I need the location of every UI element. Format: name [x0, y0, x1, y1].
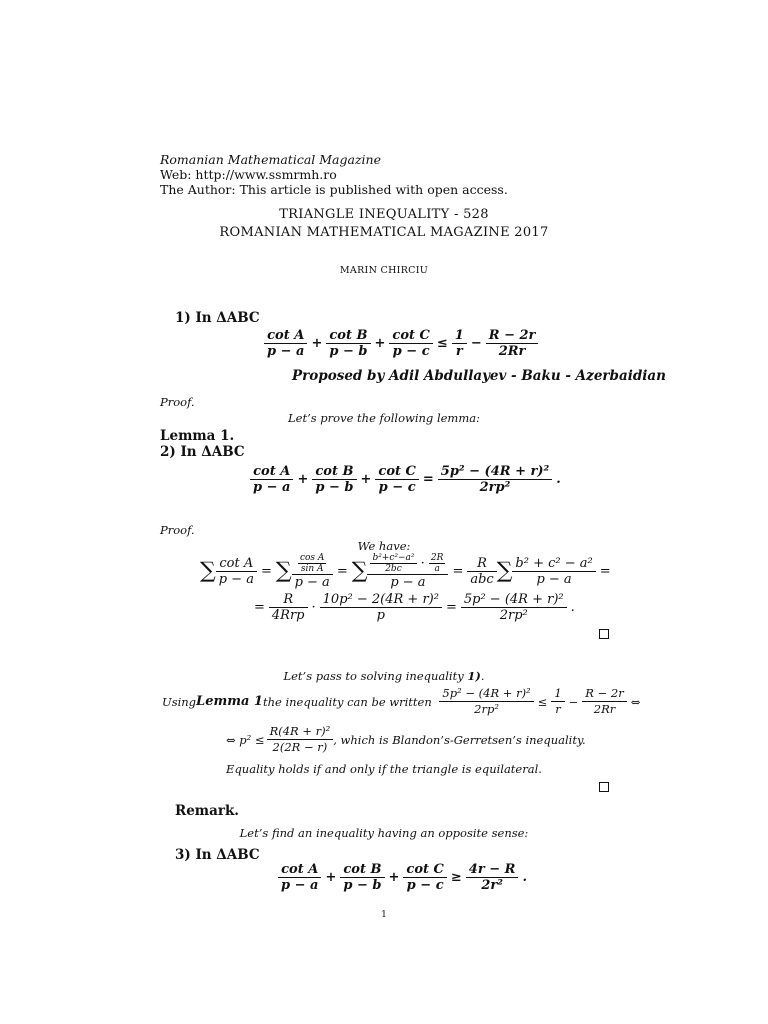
problem3-label: 3) In ΔABC	[175, 847, 260, 863]
qed-box-lemma	[599, 629, 609, 639]
blandon-line: ⇔ p² ≤ $\frac{\text{R(4R + r)²}}{2(2R - r)}$ , which is Blandon’s-Gerretsen’s inequality.	[226, 724, 586, 754]
author-note: The Author: This article is published with open access.	[160, 182, 508, 197]
page-number: 1	[381, 910, 387, 920]
article-title: TRIANGLE INEQUALITY - 528	[279, 207, 489, 222]
proof-line-1: ∑ $\frac{\text{cot A}}{p - a}$ = ∑ $\frac{\frac{\text{cos A}}{\text{sin A}}}{p - a}$ = ∑ $\frac{\text{b²+c²−a²}}{2bc}$ · $\frac{2R}{a}$ p − a = $\frac{R}{\text{abc}}$ ∑ $\frac{\text{b² + c² − a²}}{p - a}$ =	[200, 553, 611, 590]
lemma-identity: $\frac{\text{cot A}}{p - a}$ + $\frac{\text{cot B}}{p - b}$ + $\frac{\text{cot C}}{p - c}$ = $\frac{\text{5p² − (4R + r)²}}{\text{2rp²}}$ .	[250, 464, 565, 495]
we-have: We have:	[357, 539, 411, 553]
lemma-intro: Let’s prove the following lemma:	[288, 411, 480, 425]
problem1-inequality: $\frac{\text{cot A}}{p - a}$ + $\frac{\text{cot B}}{p - b}$ + $\frac{\text{cot C}}{p - c}$ ≤ $\frac{1}{r}$ − $\frac{R - 2r}{2Rr}$	[264, 328, 538, 359]
remark-heading: Remark.	[175, 803, 240, 819]
equality-condition: Equality holds if and only if the triangle is equilateral.	[226, 762, 542, 776]
proof-line-2: = $\frac{R}{\text{4Rrp}}$ · $\frac{\text{10p² − 2(4R + r)²}}{p}$ = $\frac{\text{5p² − (4R + r)²}}{\text{2rp²}}$ .	[254, 592, 575, 623]
using-lemma-line: UsingLemma 1the inequality can be written $\frac{\text{5p² − (4R + r)²}}{\text{2rp²}}$ ≤ $\frac{1}{r}$ − $\frac{R - 2r}{2Rr}$ ⇔	[162, 686, 641, 716]
article-subtitle: ROMANIAN MATHEMATICAL MAGAZINE 2017	[219, 225, 549, 240]
proposed-by: Proposed by Adil Abdullayev - Baku - Azerbaidian	[292, 368, 666, 384]
qed-box-solution	[599, 782, 609, 792]
article-author: MARIN CHIRCIU	[339, 265, 429, 276]
lemma-heading: Lemma 1.	[160, 428, 235, 444]
proof1-label: Proof.	[160, 395, 195, 409]
solve-intro: Let’s pass to solving inequality 1).	[283, 669, 485, 683]
web-address[interactable]: Web: http://www.ssmrmh.ro	[160, 167, 337, 182]
problem1-label: 1) In ΔABC	[175, 310, 260, 326]
lemma-label: 2) In ΔABC	[160, 444, 245, 460]
magazine-name: Romanian Mathematical Magazine	[160, 152, 381, 167]
problem3-inequality: $\frac{\text{cot A}}{p - a}$ + $\frac{\text{cot B}}{p - b}$ + $\frac{\text{cot C}}{p - c}$ ≥ $\frac{4r - R}{\text{2r²}}$ .	[278, 862, 531, 893]
proof2-label: Proof.	[160, 523, 195, 537]
remark-intro: Let’s find an inequality having an opposite sense:	[239, 826, 529, 840]
